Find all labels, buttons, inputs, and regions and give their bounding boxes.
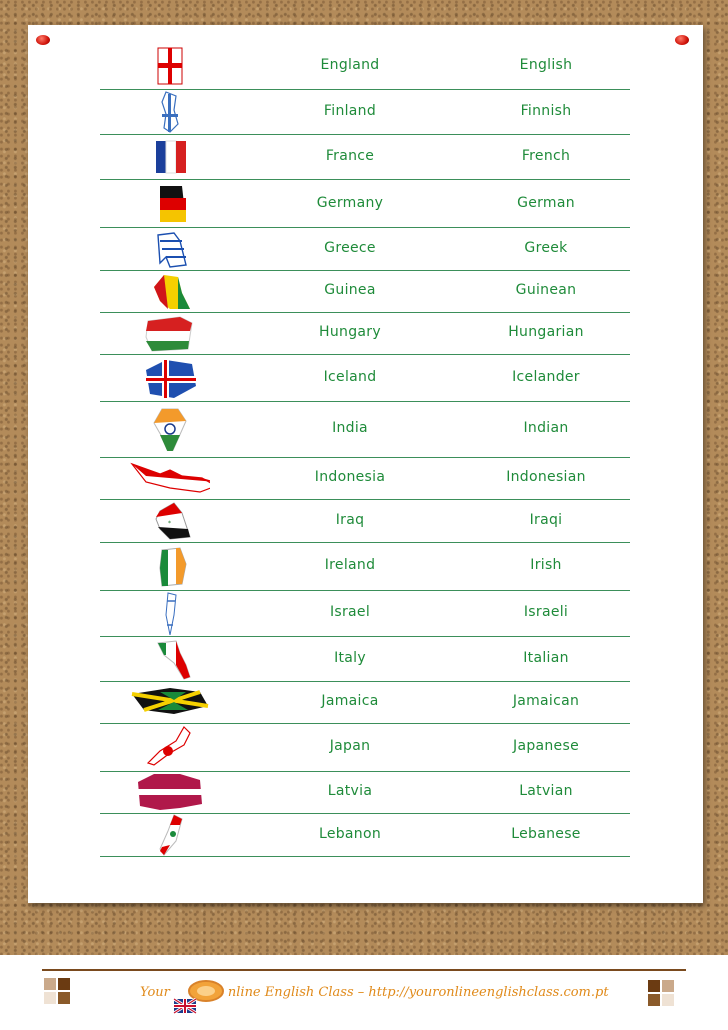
table-row <box>100 227 630 271</box>
country-name: Germany <box>316 195 384 211</box>
jamaica-flag-icon <box>130 680 210 724</box>
table-row <box>100 457 630 500</box>
israel-flag-icon <box>130 591 210 635</box>
italy-flag-icon <box>130 637 210 681</box>
table-row <box>100 590 630 637</box>
footer-divider <box>42 969 686 971</box>
table-row <box>100 270 630 313</box>
nationality-name: English <box>519 57 573 73</box>
hungary-flag-icon <box>130 311 210 355</box>
decor-square-icon <box>58 992 70 1004</box>
nationality-name: Hungarian <box>508 324 584 340</box>
country-name: Lebanon <box>318 826 382 842</box>
nationality-name: Japanese <box>513 738 579 754</box>
nationality-name: Latvian <box>519 783 573 799</box>
country-name: Latvia <box>327 783 373 799</box>
nationality-name: Finnish <box>520 103 572 119</box>
table-row <box>100 813 630 857</box>
nationality-name: Jamaican <box>512 693 580 709</box>
country-name: Finland <box>323 103 377 119</box>
nationality-name: Greek <box>524 240 568 256</box>
greece-flag-icon <box>130 227 210 271</box>
table-row <box>100 771 630 814</box>
lebanon-flag-icon <box>130 813 210 857</box>
country-name: Guinea <box>324 282 376 298</box>
decor-square-icon <box>648 994 660 1006</box>
ireland-flag-icon <box>130 544 210 588</box>
nationality-name: Indonesian <box>506 469 586 485</box>
decor-square-icon <box>58 978 70 990</box>
country-name: Indonesia <box>314 469 386 485</box>
right-pin-icon <box>675 35 689 45</box>
nationality-name: German <box>517 195 575 211</box>
table-row <box>100 180 630 228</box>
country-name: Greece <box>324 240 376 256</box>
decor-square-icon <box>662 994 674 1006</box>
country-name: Japan <box>329 738 371 754</box>
decor-square-icon <box>44 992 56 1004</box>
france-flag-icon <box>130 135 210 179</box>
nationality-name: Icelander <box>512 369 580 385</box>
nationality-name: Guinean <box>515 282 577 298</box>
nationality-name: Lebanese <box>511 826 581 842</box>
decor-square-icon <box>662 980 674 992</box>
table-row <box>100 542 630 591</box>
footer-separator: – <box>353 985 369 1000</box>
svg-text:*: * <box>168 520 171 527</box>
table-row <box>100 312 630 355</box>
table-row <box>100 636 630 682</box>
germany-flag-icon <box>130 182 210 226</box>
table-row <box>100 499 630 543</box>
table-row <box>100 401 630 458</box>
footer-url-link[interactable]: http://youronlineenglishclass.com.pt <box>368 985 609 1000</box>
table-row <box>100 354 630 402</box>
nationality-name: Iraqi <box>529 512 563 528</box>
nationality-name: Indian <box>523 420 569 436</box>
nationality-name: Irish <box>530 557 562 573</box>
table-row <box>100 89 630 135</box>
japan-flag-icon <box>130 725 210 769</box>
nationality-name: Italian <box>523 650 569 666</box>
table-row <box>100 723 630 772</box>
decor-square-icon <box>648 980 660 992</box>
guinea-flag-icon <box>130 269 210 313</box>
table-row <box>100 134 630 180</box>
country-name: Jamaica <box>321 693 379 709</box>
decor-square-icon <box>44 978 56 990</box>
footer-brand <box>140 985 609 1000</box>
country-name: Iceland <box>323 369 377 385</box>
iraq-flag-icon <box>130 499 210 543</box>
left-pin-icon <box>36 35 50 45</box>
country-name: Hungary <box>319 324 381 340</box>
country-name: Israel <box>329 604 371 620</box>
country-name: Italy <box>334 650 366 666</box>
nationality-name: French <box>521 148 571 164</box>
table-row <box>100 681 630 724</box>
iceland-flag-icon <box>130 356 210 400</box>
finland-flag-icon <box>130 90 210 134</box>
nationality-name: Israeli <box>523 604 569 620</box>
india-flag-icon <box>130 407 210 451</box>
brand-name: nline English Class <box>227 985 354 1000</box>
latvia-flag-icon <box>130 770 210 814</box>
table-row <box>100 42 630 90</box>
indonesia-flag-icon <box>130 456 210 500</box>
country-name: India <box>332 420 368 436</box>
country-name: Ireland <box>324 557 376 573</box>
country-name: France <box>325 148 375 164</box>
brand-prefix: Your <box>140 985 170 1000</box>
country-name: England <box>320 57 380 73</box>
country-name: Iraq <box>335 512 365 528</box>
england-flag-icon <box>130 44 210 88</box>
